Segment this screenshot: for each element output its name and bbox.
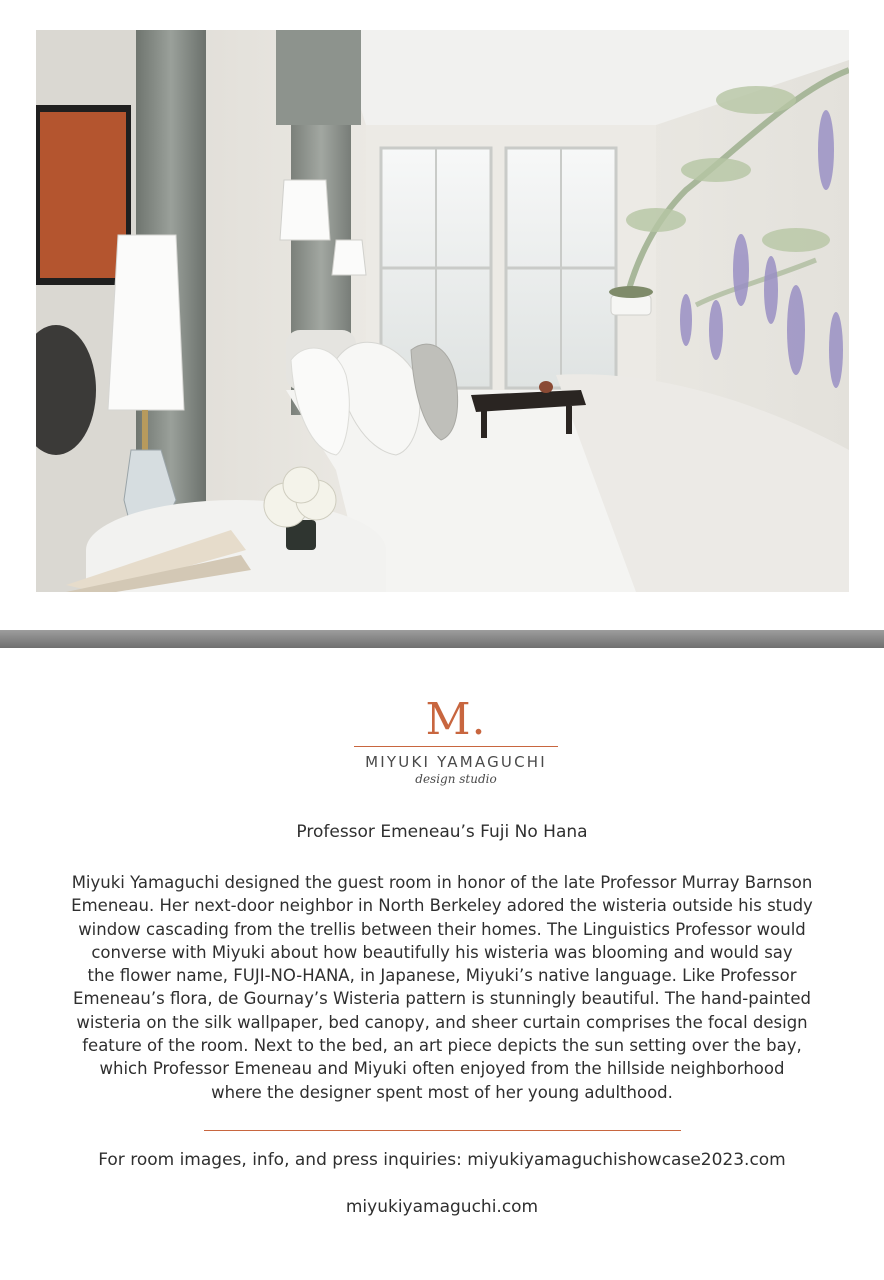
- body-line: Emeneau’s flora, de Gournay’s Wisteria pattern is stunningly beautiful. The hand-painted: [73, 989, 811, 1009]
- logo-monogram: M.: [425, 694, 487, 745]
- body-line: converse with Miyuki about how beautifully his wisteria was blooming and would say: [91, 942, 793, 962]
- body-line: Miyuki Yamaguchi designed the guest room in honor of the late Professor Murray Barnson: [71, 873, 813, 892]
- logo-rule: [354, 746, 558, 747]
- body-line: wisteria on the silk wallpaper, bed canopy, and sheer curtain comprises the focal design: [76, 1012, 808, 1032]
- bedroom-photo: [36, 30, 849, 592]
- body-line: the flower name, FUJI-NO-HANA, in Japanese, Miyuki’s native language. Like Professor: [87, 966, 797, 986]
- body-line: where the designer spent most of her young adulthood.: [211, 1082, 673, 1102]
- accent-rule: [204, 1130, 681, 1131]
- body-line: feature of the room. Next to the bed, an art piece depicts the sun setting over the bay,: [82, 1036, 802, 1056]
- studio-logo: [340, 694, 572, 794]
- body-line: window cascading from the trellis between their homes. The Linguistics Professor would: [78, 919, 806, 939]
- body-line: Emeneau. Her next-door neighbor in North Berkeley adored the wisteria outside his study: [71, 896, 813, 916]
- press-inquiries-text[interactable]: For room images, info, and press inquiries: miyukiyamaguchishowcase2023.com: [98, 1150, 786, 1170]
- logo-subtitle: design studio: [415, 772, 497, 786]
- description-paragraph: [52, 871, 832, 1104]
- section-divider-band: [0, 630, 884, 648]
- page-title: Professor Emeneau’s Fuji No Hana: [296, 822, 588, 842]
- logo-name: MIYUKI YAMAGUCHI: [365, 753, 547, 771]
- bedroom-illustration: [36, 30, 849, 592]
- body-line: which Professor Emeneau and Miyuki often enjoyed from the hillside neighborhood: [99, 1059, 785, 1079]
- website-link[interactable]: miyukiyamaguchi.com: [345, 1197, 539, 1217]
